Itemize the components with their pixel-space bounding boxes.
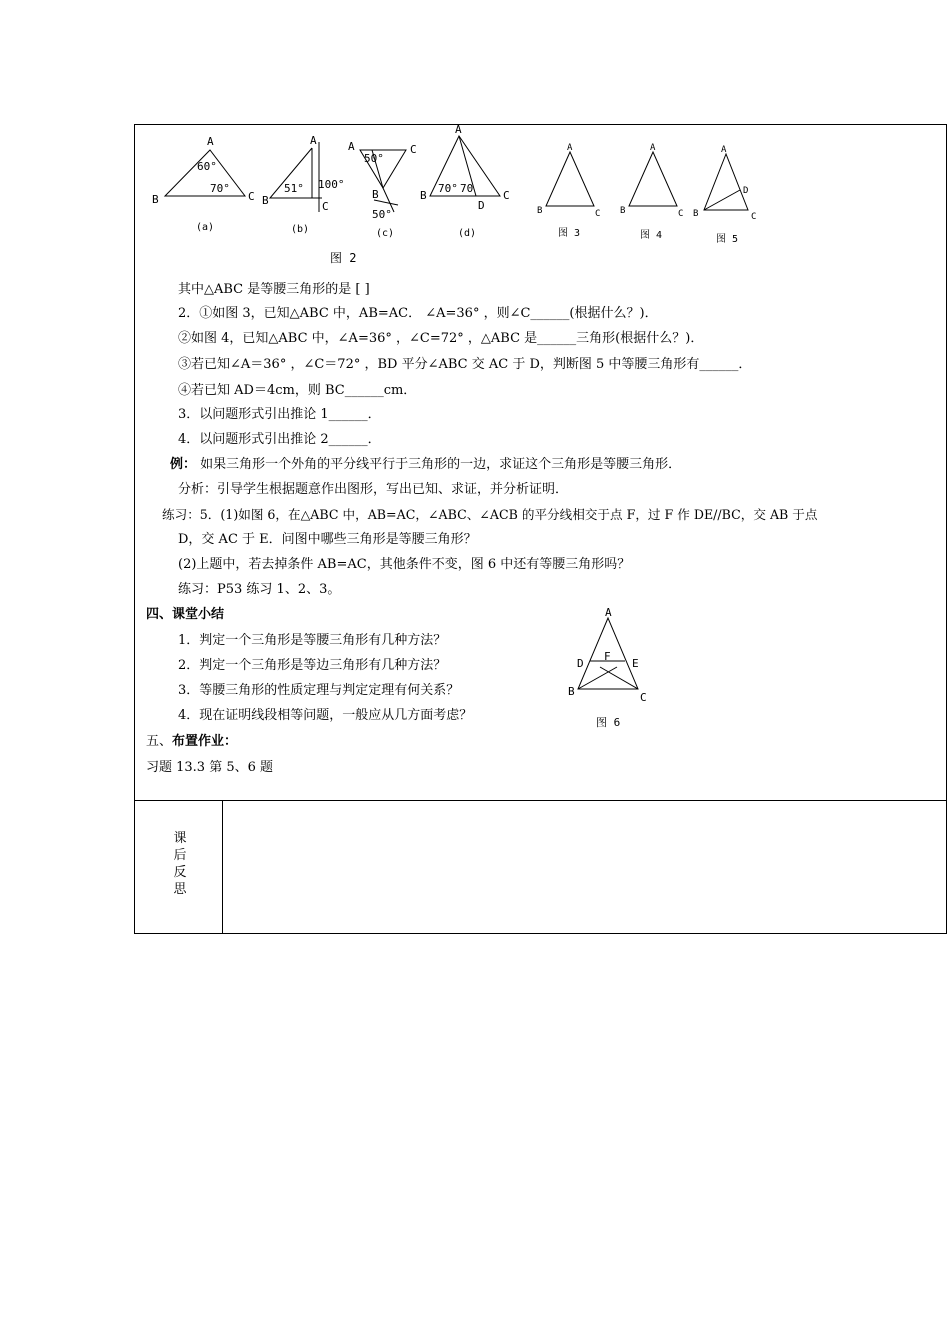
reflection-content	[223, 801, 946, 933]
figure-3	[546, 152, 594, 206]
fig2b-label-B: B	[262, 194, 269, 207]
fig6-caption: 图 6	[596, 716, 621, 729]
fig2c-angle-ext: 50°	[372, 208, 392, 221]
fig3-label-C: C	[595, 209, 601, 219]
fig2b-label-C: C	[322, 200, 329, 213]
fig5-label-A: A	[721, 145, 727, 155]
fig4-label-A: A	[650, 143, 656, 153]
example-label: 例：	[170, 457, 197, 472]
reflection-char-3: 反	[173, 865, 187, 880]
fig2-caption: 图 2	[330, 251, 357, 265]
text-line-5: ④若已知 AD＝4cm，则 BC______cm．	[178, 383, 417, 398]
text-line-9: 分析：引导学生根据题意作出图形，写出已知、求证，并分析证明．	[178, 482, 569, 497]
section-4-heading: 四、课堂小结	[146, 607, 225, 622]
text-line-13: 练习：P53 练习 1、2、3。	[178, 582, 341, 597]
fig2d-label-C: C	[503, 189, 510, 202]
fig2a-label-A: A	[207, 135, 214, 148]
fig2a-caption: (a)	[196, 222, 215, 233]
text-line-4: ③若已知∠A＝36° ，∠C＝72° ，BD 平分∠ABC 交 AC 于 D，判断图 5 中等腰三角形有______．	[178, 357, 752, 372]
text-line-6: 3．以问题形式引出推论 1______．	[178, 407, 381, 422]
fig6-label-C: C	[640, 691, 647, 704]
fig6-label-B: B	[568, 685, 575, 698]
fig5-label-D: D	[743, 186, 749, 196]
fig2a-label-B: B	[152, 193, 159, 206]
fig2b-angle-ext: 100°	[318, 178, 345, 191]
example-line	[170, 456, 681, 474]
fig2d-angle-B: 70°	[438, 182, 458, 195]
fig6-label-E: E	[632, 657, 639, 670]
reflection-char-2: 后	[173, 848, 187, 863]
fig6-label-A: A	[605, 606, 612, 619]
fig2b-caption: (b)	[291, 224, 310, 235]
text-line-11: D，交 AC 于 E．问图中哪些三角形是等腰三角形？	[178, 532, 477, 547]
text-line-7: 4．以问题形式引出推论 2______．	[178, 432, 381, 447]
fig2c-label-C: C	[410, 143, 417, 156]
fig6-label-F: F	[604, 650, 611, 663]
fig4-label-B: B	[620, 206, 626, 216]
fig2c-angle-A: 50°	[364, 152, 384, 165]
summary-q4: 4．现在证明线段相等问题，一般应从几方面考虑？	[178, 708, 473, 723]
figure-4	[629, 152, 677, 206]
fig4-caption: 图 4	[640, 230, 663, 241]
figure-6	[560, 605, 660, 735]
text-line-2: 2．①如图 3，已知△ABC 中，AB=AC． ∠A=36° ，则∠C______(根据什么？)．	[178, 306, 658, 321]
fig2c-label-B: B	[372, 188, 379, 201]
fig5-label-C: C	[751, 212, 757, 222]
reflection-label	[168, 830, 192, 898]
homework-line: 习题 13.3 第 5、6 题	[146, 760, 274, 775]
fig2d-label-D: D	[478, 199, 485, 212]
fig4-label-C: C	[678, 209, 684, 219]
section-5-title: 布置作业：	[172, 734, 238, 749]
summary-q3: 3．等腰三角形的性质定理与判定定理有何关系？	[178, 683, 460, 698]
fig5-caption: 图 5	[716, 234, 739, 245]
fig6-label-D: D	[577, 657, 584, 670]
fig2d-caption: (d)	[458, 228, 477, 239]
fig2d-label-B: B	[420, 189, 427, 202]
fig2b-angle-B: 51°	[284, 182, 304, 195]
summary-q1: 1．判定一个三角形是等腰三角形有几种方法？	[178, 633, 447, 648]
fig2c-label-A: A	[348, 140, 355, 153]
text-line-12: (2)上题中，若去掉条件 AB=AC，其他条件不变，图 6 中还有等腰三角形吗？	[178, 557, 631, 572]
fig2a-angle-A: 60°	[197, 160, 217, 173]
fig5-label-B: B	[693, 209, 699, 219]
section-5-prefix: 五、	[146, 734, 173, 749]
fig2c-caption: (c)	[376, 228, 395, 239]
figures-svg	[0, 0, 950, 270]
text-line-3: ②如图 4，已知△ABC 中，∠A=36° ，∠C=72° ，△ABC 是______三角形(根据什么？)．	[178, 331, 704, 346]
fig2d-label-A: A	[455, 123, 462, 136]
figure-2b	[270, 142, 322, 212]
figure-5	[704, 154, 748, 210]
figure-2a	[165, 150, 245, 196]
example-text: 如果三角形一个外角的平分线平行于三角形的一边，求证这个三角形是等腰三角形．	[196, 457, 682, 472]
text-line-10: 练习：5．(1)如图 6，在△ABC 中，AB=AC，∠ABC、∠ACB 的平分线相交于点 F，过 F 作 DE//BC，交 AB 于点	[162, 507, 818, 522]
text-line-1: 其中△ABC 是等腰三角形的是 [ ]	[178, 282, 370, 297]
fig3-caption: 图 3	[558, 228, 581, 239]
summary-q2: 2．判定一个三角形是等边三角形有几种方法？	[178, 658, 447, 673]
fig3-label-A: A	[567, 143, 573, 153]
reflection-char-4: 思	[173, 882, 187, 897]
section-5-heading	[146, 733, 237, 751]
fig2a-angle-C: 70°	[210, 182, 230, 195]
fig2a-label-C: C	[248, 190, 255, 203]
fig2b-label-A: A	[310, 134, 317, 147]
reflection-char-1: 课	[173, 831, 187, 846]
fig3-label-B: B	[537, 206, 543, 216]
fig2d-angle-D: 70	[460, 182, 474, 195]
